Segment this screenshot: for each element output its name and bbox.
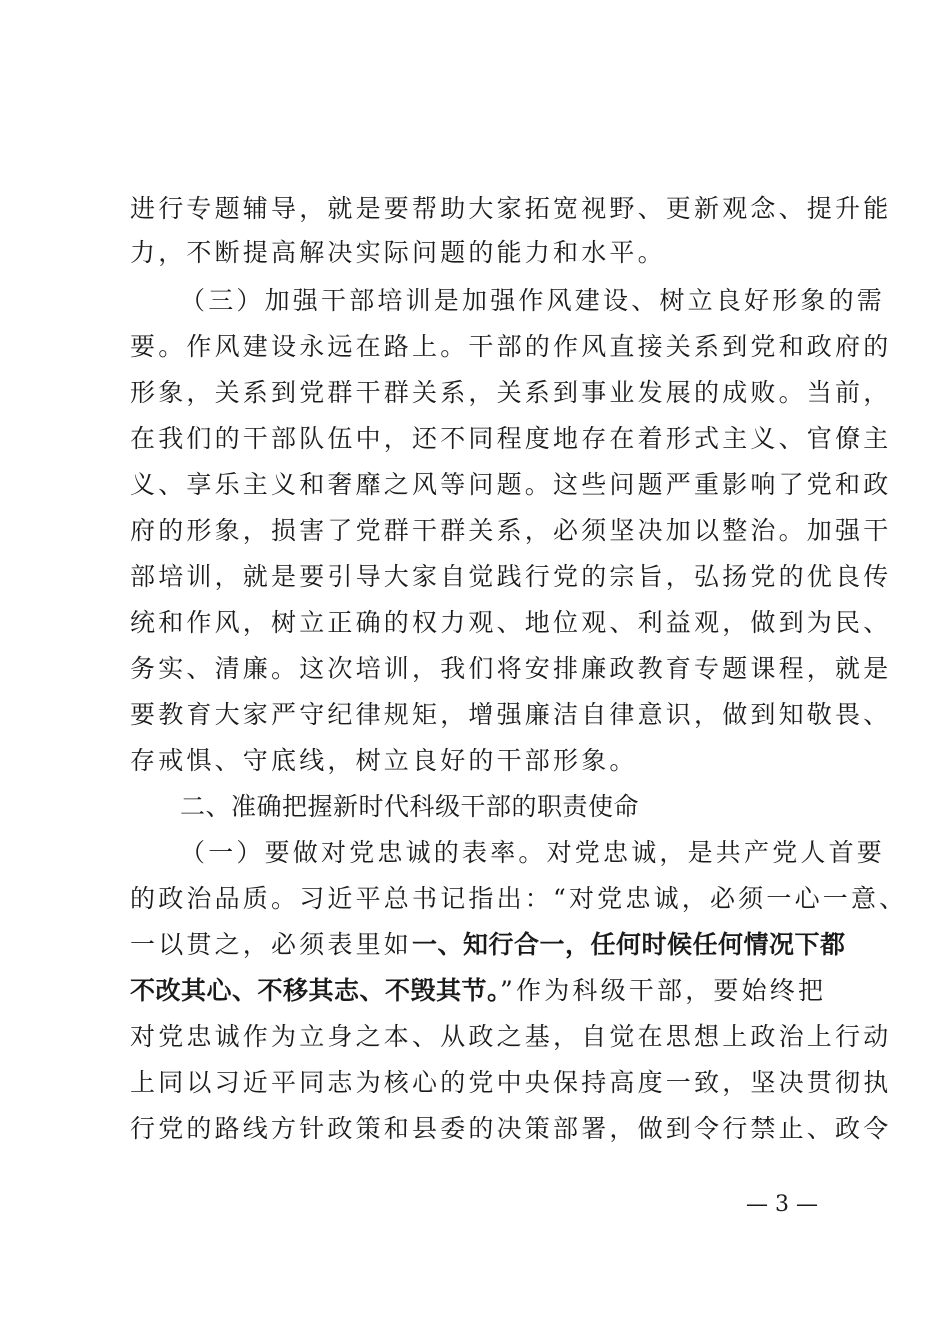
subsection-1-heading-line: （一）要做对党忠诚的表率。对党忠诚，是共产党人首要 [180,838,886,867]
text-line: 进行专题辅导，就是要帮助大家拓宽视野、更新观念、提升能 [130,194,892,223]
text-line: 的政治品质。习近平总书记指出：“对党忠诚，必须一心一意、 [130,884,908,913]
text-line: 部培训，就是要引导大家自觉践行党的宗旨，弘扬党的优良传 [130,562,892,591]
text-segment: 一以贯之，必须表里如 [130,930,413,959]
text-line: 存戒惧、守底线，树立良好的干部形象。 [130,746,638,775]
page-number: — 3 — [746,1192,818,1217]
section-heading: 二、准确把握新时代科级干部的职责使命 [180,792,640,821]
text-line: 要教育大家严守纪律规矩，增强廉洁自律意识，做到知敬畏、 [130,700,892,729]
text-line: 对党忠诚作为立身之本、从政之基，自觉在思想上政治上行动 [130,1022,892,1051]
text-line: 府的形象，损害了党群干群关系，必须坚决加以整治。加强干 [130,516,892,545]
mixed-line [130,976,826,1006]
text-line: 力，不断提高解决实际问题的能力和水平。 [130,238,666,267]
text-line: 上同以习近平同志为核心的党中央保持高度一致，坚决贯彻执 [130,1068,892,1097]
section-3-heading-line: （三）加强干部培训是加强作风建设、树立良好形象的需 [180,286,886,315]
text-line: 要。作风建设永远在路上。干部的作风直接关系到党和政府的 [130,332,892,361]
bold-quote-segment: 不改其心、不移其志、不毁其节。 [130,976,501,1005]
text-line: 义、享乐主义和奢靡之风等问题。这些问题严重影响了党和政 [130,470,892,499]
text-segment: ”作为科级干部，要始终把 [500,976,827,1005]
text-line: 在我们的干部队伍中，还不同程度地存在着形式主义、官僚主 [130,424,892,453]
text-line: 统和作风，树立正确的权力观、地位观、利益观，做到为民、 [130,608,892,637]
text-line: 形象，关系到党群干群关系，关系到事业发展的成败。当前， [130,378,892,407]
text-line: 务实、清廉。这次培训，我们将安排廉政教育专题课程，就是 [130,654,892,683]
bold-quote-segment: 一、知行合一，任何时候任何情况下都 [412,930,846,959]
mixed-line [130,930,846,960]
text-line: 行党的路线方针政策和县委的决策部署，做到令行禁止、政令 [130,1114,892,1143]
